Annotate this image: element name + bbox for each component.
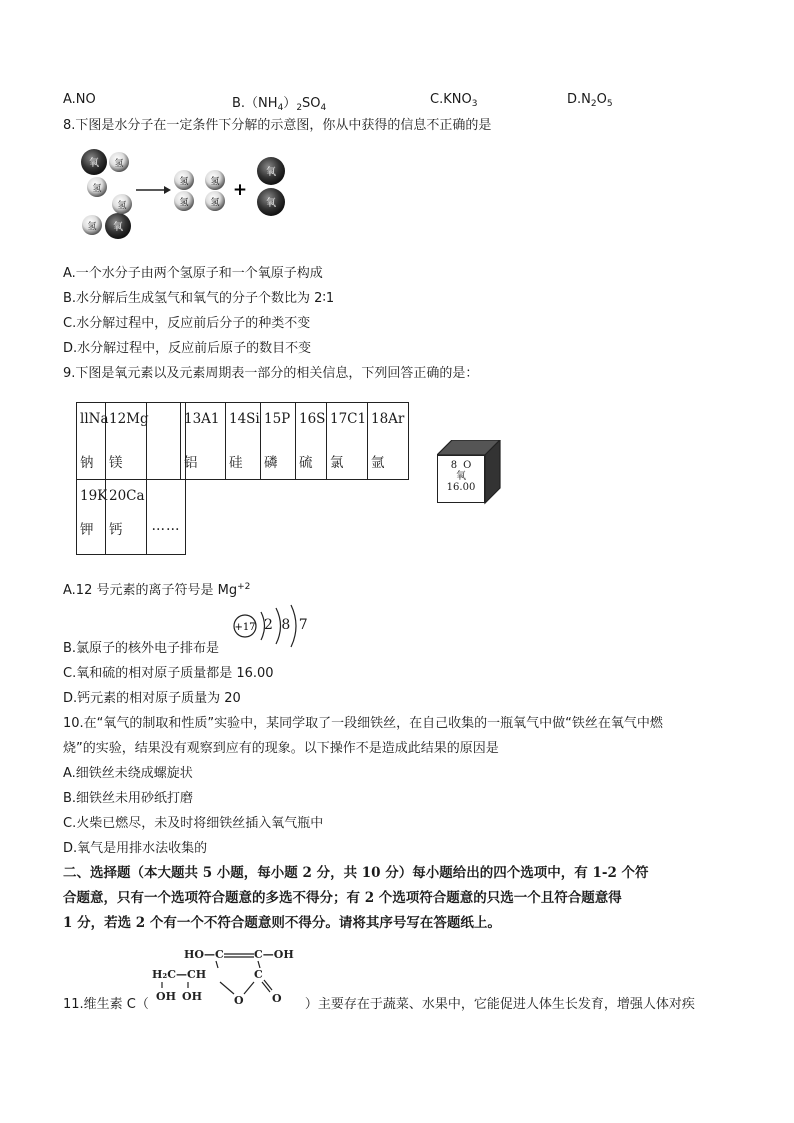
q9-option-d: D.钙元素的相对原子质量为 20 xyxy=(63,691,241,706)
svg-text:氢: 氢 xyxy=(117,201,127,211)
svg-text:氧: 氧 xyxy=(266,167,276,178)
q10-stem-line1: 10.在“氧气的制取和性质”实验中，某同学取了一段细铁丝，在自己收集的一瓶氧气中做“铁丝在氧气中燃 xyxy=(63,716,663,731)
q9-option-c: C.氧和硫的相对原子质量都是 16.00 xyxy=(63,666,274,681)
svg-text:C—OH: C—OH xyxy=(254,948,294,961)
q8-option-b: B.水分解后生成氢气和氧气的分子个数比为 2∶1 xyxy=(63,291,335,306)
svg-text:O: O xyxy=(234,994,244,1007)
element-al: 13A1 铝 xyxy=(180,402,226,480)
o-label: 氧 xyxy=(89,158,99,169)
section2-line1: 二、选择题（本大题共 5 小题，每小题 2 分，共 10 分）每小题给出的四个选项中，有 1-2 个符 xyxy=(63,865,649,881)
q9-option-b: B.氯原子的核外电子排布是 xyxy=(63,641,220,656)
water-molecule-1 xyxy=(81,149,129,197)
q10-option-c: C.火柴已燃尽，未及时将细铁丝插入氧气瓶中 xyxy=(63,816,324,831)
element-ca: 20Ca 钙 xyxy=(105,479,147,555)
element-s: 16S 硫 xyxy=(295,402,327,480)
q7-option-b: $B.(NH_4)_2SO_4$ xyxy=(232,96,327,113)
q11-stem: 11.维生素 C（ ）主要存在于蔬菜、水果中，它能促进人体生长发育，增强人体对疾 xyxy=(63,997,695,1012)
section2-line2: 合题意，只有一个选项符合题意的多选不得分；有 2 个选项符合题意的只选一个且符合题意得 xyxy=(63,890,622,906)
svg-text:C: C xyxy=(254,968,263,981)
element-mg: 12Mg 镁 xyxy=(105,402,147,480)
q8-option-a: A.一个水分子由两个氢原子和一个氧原子构成 xyxy=(63,266,323,281)
q9-option-a: A.12 号元素的离子符号是 $Mg^{+2}$ xyxy=(63,582,251,598)
svg-text:氢: 氢 xyxy=(210,198,220,208)
element-p: 15P 磷 xyxy=(260,402,296,480)
element-cl: 17C1 氯 xyxy=(326,402,368,480)
svg-text:O: O xyxy=(272,992,282,1005)
q8-stem: 8.下图是水分子在一定条件下分解的示意图，你从中获得的信息不正确的是 xyxy=(63,118,492,133)
svg-text:氧: 氧 xyxy=(266,198,276,209)
svg-text:氢: 氢 xyxy=(210,177,220,187)
ellipsis-cell: …… xyxy=(146,479,186,555)
q7-option-a: A.NO xyxy=(63,92,96,107)
element-k: 19K 钾 xyxy=(76,479,106,555)
q7-option-c: $C.KNO_3$ xyxy=(430,92,478,109)
svg-text:OH: OH xyxy=(156,990,176,1003)
plus-sign: + xyxy=(232,180,248,200)
q7-option-d: $D.N_2O_5$ xyxy=(567,92,613,109)
element-na: llNa 钠 xyxy=(76,402,106,480)
water-decomposition-diagram xyxy=(72,146,312,246)
svg-text:氢: 氢 xyxy=(179,177,189,187)
svg-text:氢: 氢 xyxy=(114,159,124,169)
q9-stem: 9.下图是氧元素以及元素周期表一部分的相关信息，下列回答正确的是： xyxy=(63,366,479,381)
element-si: 14Si 硅 xyxy=(225,402,261,480)
svg-text:H₂C—CH: H₂C—CH xyxy=(152,968,207,981)
svg-text:氢: 氢 xyxy=(179,198,189,208)
q10-stem-line2: 烧”的实验，结果没有观察到应有的现象。以下操作不是造成此结果的原因是 xyxy=(63,741,499,756)
svg-text:氧: 氧 xyxy=(113,222,123,233)
reaction-arrow-icon xyxy=(136,186,171,194)
q8-option-d: D.水分解过程中，反应前后原子的数目不变 xyxy=(63,341,312,356)
svg-text:氢: 氢 xyxy=(87,222,97,232)
q10-option-b: B.细铁丝未用砂纸打磨 xyxy=(63,791,194,806)
svg-text:+17: +17 xyxy=(234,622,256,633)
svg-text:OH: OH xyxy=(182,990,202,1003)
section2-line3: 1 分，若选 2 个有一个不符合题意则不得分。请将其序号写在答题纸上。 xyxy=(63,915,501,931)
element-ar: 18Ar 氩 xyxy=(367,402,409,480)
q8-option-c: C.水分解过程中，反应前后分子的种类不变 xyxy=(63,316,311,331)
svg-text:氢: 氢 xyxy=(92,184,102,194)
q10-option-d: D.氧气是用排水法收集的 xyxy=(63,841,208,856)
svg-text:HO—C: HO—C xyxy=(184,948,224,961)
q10-option-a: A.细铁丝未绕成螺旋状 xyxy=(63,766,193,781)
